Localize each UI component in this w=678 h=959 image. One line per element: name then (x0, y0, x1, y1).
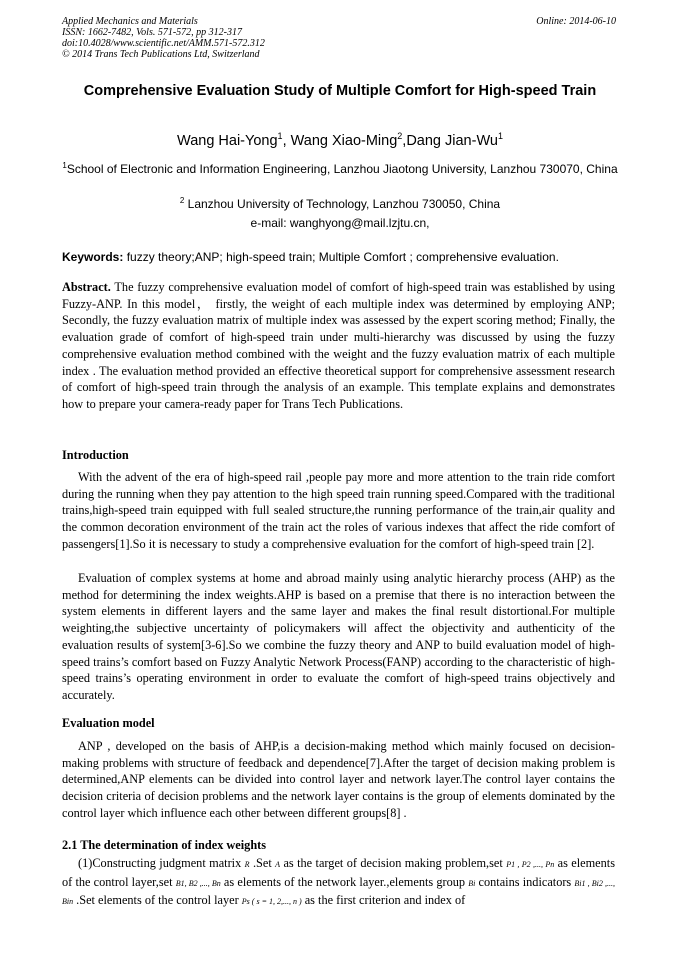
math-P: P1 , P2 ,..., Pn (506, 860, 555, 869)
affiliation-2-text: Lanzhou University of Technology, Lanzhou 730050, China (184, 197, 501, 211)
affiliation-1 (62, 158, 618, 177)
evaluation-model-heading: Evaluation model (62, 716, 155, 730)
author-3-affil: 1 (497, 131, 503, 141)
affiliation-1-number: 1 (62, 161, 67, 170)
judgment-matrix-paragraph (62, 855, 615, 911)
keywords (62, 250, 618, 264)
abstract (62, 279, 615, 413)
copyright-line: © 2014 Trans Tech Publications Ltd, Switzerland (62, 49, 260, 60)
author-2: , Wang Xiao-Ming (282, 132, 398, 149)
paragraph-text: .Set elements of the control layer (73, 893, 242, 908)
math-B: B1, B2 ,..., Bn (175, 878, 221, 888)
paragraph-text: as elements of the control layer,set (62, 856, 615, 889)
paper-title: Comprehensive Evaluation Study of Multiple Comfort for High-speed Train (83, 83, 597, 99)
issn-line: ISSN: 1662-7482, Vols. 571-572, pp 312-317 (62, 27, 242, 38)
contact-email: e-mail: wanghyong@mail.lzjtu.cn, (250, 216, 430, 230)
math-A: A (275, 860, 281, 869)
introduction-paragraph-1: With the advent of the era of high-speed rail ,people pay more and more attention to the train ride comfort during the running when they pay attention to the high speed train running speed.Compared with the traditional trains,high-speed train equipped with full sealed structure,the running performance of the train,air quality and the common decoration environment of the train act the roles of various indexes that affect the ride comfort of passengers[1].So it is necessary to study a comprehensive evaluation for the comfort of high-speed train [2]. (62, 470, 615, 551)
math-Bi: Bi (468, 878, 476, 888)
subsection-heading: 2.1 The determination of index weights (62, 838, 267, 852)
math-R: R (244, 860, 250, 869)
introduction-heading: Introduction (62, 448, 129, 462)
math-Bij: Bi1 , Bi2 ,..., Bin (62, 878, 616, 907)
affiliation-1-text: School of Electronic and Information Engineering, Lanzhou Jiaotong University, Lanzhou 730070, China (66, 162, 618, 176)
evaluation-model-paragraph: ANP , developed on the basis of AHP,is a decision-making method which mainly focused on decision-making problems with structure of feedback and dependence[7].After the target of decision making problem is determined,ANP elements can be divided into control layer and network layer.The control layer contains the decision criteria of decision problems and the network layer contains is the group of elements dominated by the control layer which influence each other between different groups[8] . (62, 739, 615, 820)
author-3: ,Dang Jian-Wu (402, 132, 498, 149)
doi-line: doi:10.4028/www.scientific.net/AMM.571-572.312 (62, 38, 265, 49)
paragraph-text: as the target of decision making problem,set (280, 856, 507, 870)
abstract-text: The fuzzy comprehensive evaluation model of comfort of high-speed train was established by using Fuzzy-ANP. In this model， firstly, the weight of each multiple index was determined by employing ANP; Secondly, the fuzzy evaluation matrix of multiple index was assessed by the expert scoring method; Finally, the evaluation grade of comfort of high-speed train under multi-hierarchy was discussed by using the fuzzy comprehensive evaluation method combined with the weight and the fuzzy evaluation matrix of each multiple index . The evaluation method provided an effective theoretical support for comprehensive assessment research of comfort of high-speed train through the analysis of an example. This template explains and demonstrates how to prepare your camera-ready paper for Trans Tech Publications. (62, 280, 615, 411)
journal-name: Applied Mechanics and Materials (62, 16, 198, 27)
keywords-label: Keywords: (62, 250, 124, 264)
author-1: Wang Hai-Yong (177, 132, 278, 149)
keywords-text: fuzzy theory;ANP; high-speed train; Multiple Comfort ; comprehensive evaluation. (123, 250, 559, 264)
affiliation-2 (62, 193, 618, 212)
paragraph-text: as elements of the network layer.,elements group (220, 874, 469, 889)
paragraph-text: .Set (249, 856, 276, 870)
math-Ps: Ps ( s = 1, 2,..., n ) (241, 897, 302, 907)
affiliation-2-number: 2 (179, 196, 185, 205)
online-date: Online: 2014-06-10 (536, 16, 616, 27)
author-list (62, 131, 618, 149)
author-2-affil: 2 (397, 131, 403, 141)
journal-header (62, 16, 265, 60)
paragraph-text: (1)Constructing judgment matrix (78, 856, 245, 870)
paragraph-text: contains indicators (475, 874, 575, 889)
author-1-affil: 1 (277, 131, 283, 141)
introduction-paragraph-2: Evaluation of complex systems at home and abroad mainly using analytic hierarchy process (AHP) as the method for determining the index weights.AHP is based on a premise that there is no interaction between the system elements in different layers and the same layer and makes the final result distortional.For multiple weighting,the subjective uncertainty of policymakers will affect the objectivity and authenticity of the evaluation results of system[3-6].So we combine the fuzzy theory and ANP to build evaluation model of high-speed trains’s comfort based on Fuzzy Analytic Network Process(FANP) according to the characteristic of high-speed trains’s operating environment in order to evaluate the comfort of high-speed trains objectively and accurately. (62, 571, 615, 702)
paragraph-text: as the first criterion and index of (301, 893, 466, 908)
abstract-label: Abstract. (62, 280, 111, 294)
